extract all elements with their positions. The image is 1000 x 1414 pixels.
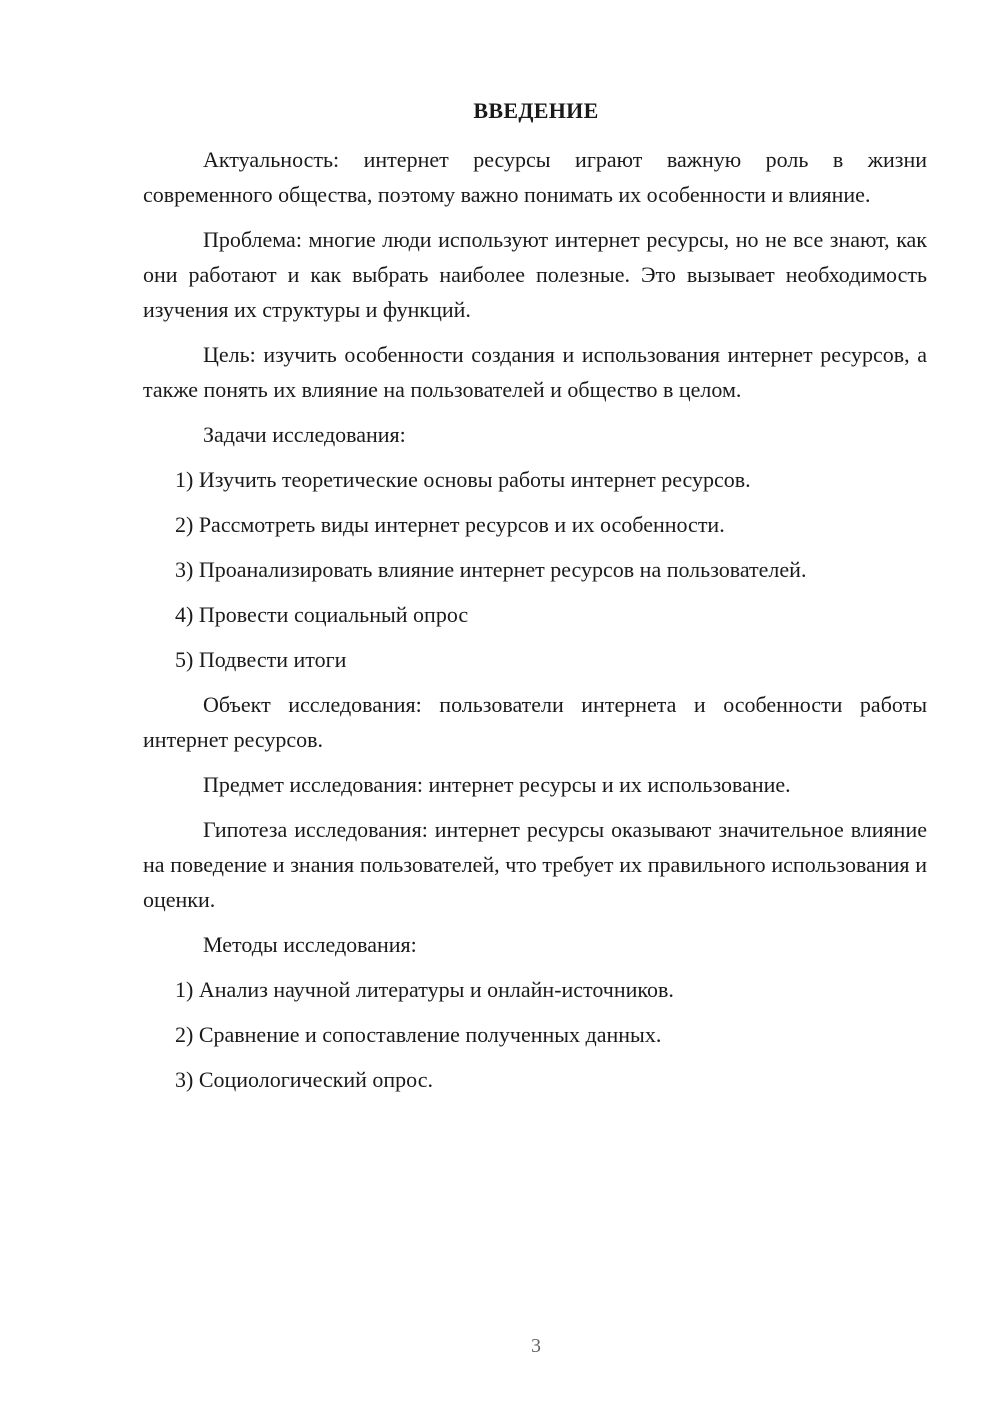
task-item: 2) Рассмотреть виды интернет ресурсов и их особенности.: [175, 512, 725, 537]
body-text: [143, 142, 927, 1107]
method-item: 2) Сравнение и сопоставление полученных данных.: [175, 1022, 662, 1047]
page-number: 3: [531, 1335, 541, 1357]
task-item: 4) Провести социальный опрос: [175, 602, 469, 627]
method-item: 3) Социологический опрос.: [175, 1067, 433, 1092]
tasks-title: Задачи исследования:: [203, 422, 406, 447]
methods-title: Методы исследования:: [203, 932, 417, 957]
object-paragraph: Объект исследования: пользователи интернета и особенности работы интернет ресурсов.: [143, 692, 927, 752]
section-heading: ВВЕДЕНИЕ: [473, 98, 599, 123]
method-item: 1) Анализ научной литературы и онлайн-источников.: [175, 977, 674, 1002]
relevance-paragraph: Актуальность: интернет ресурсы играют важную роль в жизни современного общества, поэтому важно понимать их особенности и влияние.: [143, 147, 927, 207]
task-item: 3) Проанализировать влияние интернет ресурсов на пользователей.: [175, 557, 807, 582]
task-item: 5) Подвести итоги: [175, 647, 347, 672]
hypothesis-paragraph: Гипотеза исследования: интернет ресурсы оказывают значительное влияние на поведение и знания пользователей, что требует их правильного использования и оценки.: [143, 817, 927, 912]
subject-paragraph: Предмет исследования: интернет ресурсы и их использование.: [203, 772, 791, 797]
goal-paragraph: Цель: изучить особенности создания и использования интернет ресурсов, а также понять их влияние на пользователей и общество в целом.: [143, 342, 927, 402]
problem-paragraph: Проблема: многие люди используют интернет ресурсы, но не все знают, как они работают и как выбрать наиболее полезные. Это вызывает необходимость изучения их структуры и функций.: [143, 227, 927, 322]
task-item: 1) Изучить теоретические основы работы интернет ресурсов.: [175, 467, 751, 492]
